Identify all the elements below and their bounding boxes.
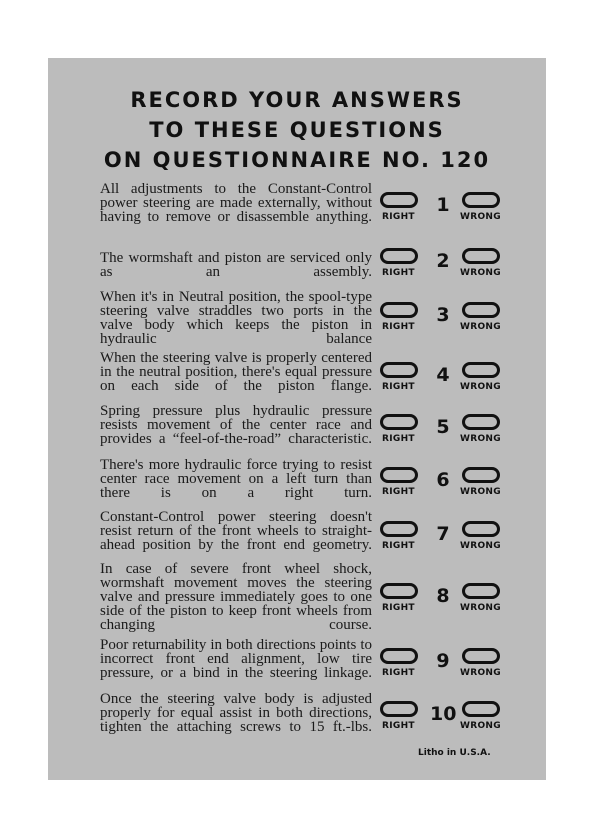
wrong-label: WRONG xyxy=(460,212,501,222)
wrong-label: WRONG xyxy=(460,487,501,497)
right-answer-oval-4[interactable] xyxy=(380,362,418,378)
question-number-2: 2 xyxy=(436,250,450,272)
wrong-label: WRONG xyxy=(460,668,501,678)
answer-row-1 xyxy=(378,190,508,226)
question-text-7: Constant-Control power steering doesn't resist return of the front wheels to straight-ahead position by the front end geometry. xyxy=(100,509,372,553)
wrong-label: WRONG xyxy=(460,721,501,731)
right-label: RIGHT xyxy=(382,668,415,678)
right-label: RIGHT xyxy=(382,382,415,392)
question-text-9: Poor returnability in both directions points to incorrect front end alignment, low tire pressure, or a bind in the steering linkage. xyxy=(100,637,372,681)
question-text-1: All adjustments to the Constant-Control power steering are made externally, without having to remove or disassemble anything. xyxy=(100,181,372,225)
question-text-4: When the steering valve is properly centered in the neutral position, there's equal pressure on each side of the piston flange. xyxy=(100,350,372,394)
wrong-answer-oval-10[interactable] xyxy=(462,701,500,717)
wrong-label: WRONG xyxy=(460,541,501,551)
question-number-9: 9 xyxy=(436,650,450,672)
right-answer-oval-5[interactable] xyxy=(380,414,418,430)
right-answer-oval-10[interactable] xyxy=(380,701,418,717)
title-line-1: RECORD YOUR ANSWERS xyxy=(130,88,464,112)
question-number-6: 6 xyxy=(436,469,450,491)
question-number-7: 7 xyxy=(436,523,450,545)
wrong-label: WRONG xyxy=(460,603,501,613)
question-number-5: 5 xyxy=(436,416,450,438)
answer-row-2 xyxy=(378,246,508,282)
answer-row-10 xyxy=(378,699,508,735)
wrong-answer-oval-8[interactable] xyxy=(462,583,500,599)
wrong-answer-oval-3[interactable] xyxy=(462,302,500,318)
right-answer-oval-6[interactable] xyxy=(380,467,418,483)
question-text-2: The wormshaft and piston are serviced only as an assembly. xyxy=(100,250,372,280)
question-text-3: When it's in Neutral position, the spool-type steering valve straddles two ports in the valve body which keeps the piston in hydraulic balance xyxy=(100,289,372,347)
question-number-8: 8 xyxy=(436,585,450,607)
wrong-answer-oval-2[interactable] xyxy=(462,248,500,264)
answer-row-9 xyxy=(378,646,508,682)
right-label: RIGHT xyxy=(382,322,415,332)
right-answer-oval-8[interactable] xyxy=(380,583,418,599)
litho-footer: Litho in U.S.A. xyxy=(418,748,491,758)
wrong-label: WRONG xyxy=(460,268,501,278)
question-number-1: 1 xyxy=(436,194,450,216)
right-label: RIGHT xyxy=(382,541,415,551)
question-text-5: Spring pressure plus hydraulic pressure resists movement of the center race and provides a “feel-of-the-road” characteristic. xyxy=(100,403,372,447)
wrong-answer-oval-6[interactable] xyxy=(462,467,500,483)
right-label: RIGHT xyxy=(382,487,415,497)
right-label: RIGHT xyxy=(382,212,415,222)
question-text-8: In case of severe front wheel shock, wormshaft movement moves the steering valve and pressure immediately goes to one side of the piston to keep front wheels from changing course. xyxy=(100,561,372,633)
questionnaire-sheet xyxy=(48,58,546,780)
wrong-answer-oval-9[interactable] xyxy=(462,648,500,664)
right-answer-oval-7[interactable] xyxy=(380,521,418,537)
question-number-3: 3 xyxy=(436,304,450,326)
answer-row-4 xyxy=(378,360,508,396)
right-answer-oval-2[interactable] xyxy=(380,248,418,264)
wrong-answer-oval-5[interactable] xyxy=(462,414,500,430)
right-label: RIGHT xyxy=(382,434,415,444)
wrong-label: WRONG xyxy=(460,434,501,444)
title-line-2: TO THESE QUESTIONS xyxy=(149,118,445,142)
right-answer-oval-3[interactable] xyxy=(380,302,418,318)
answer-row-6 xyxy=(378,465,508,501)
right-label: RIGHT xyxy=(382,721,415,731)
question-number-4: 4 xyxy=(436,364,450,386)
question-text-6: There's more hydraulic force trying to resist center race movement on a left turn than there is on a right turn. xyxy=(100,457,372,501)
answer-row-3 xyxy=(378,300,508,336)
right-label: RIGHT xyxy=(382,268,415,278)
wrong-answer-oval-4[interactable] xyxy=(462,362,500,378)
question-text-10: Once the steering valve body is adjusted properly for equal assist in both directions, tighten the attaching screws to 15 ft.-lbs. xyxy=(100,691,372,735)
right-answer-oval-9[interactable] xyxy=(380,648,418,664)
answer-row-7 xyxy=(378,519,508,555)
wrong-label: WRONG xyxy=(460,322,501,332)
wrong-answer-oval-1[interactable] xyxy=(462,192,500,208)
wrong-answer-oval-7[interactable] xyxy=(462,521,500,537)
question-number-10: 10 xyxy=(430,703,457,725)
answer-row-8 xyxy=(378,581,508,617)
wrong-label: WRONG xyxy=(460,382,501,392)
answer-row-5 xyxy=(378,412,508,448)
right-label: RIGHT xyxy=(382,603,415,613)
right-answer-oval-1[interactable] xyxy=(380,192,418,208)
title-line-3: ON QUESTIONNAIRE NO. 120 xyxy=(103,148,491,172)
